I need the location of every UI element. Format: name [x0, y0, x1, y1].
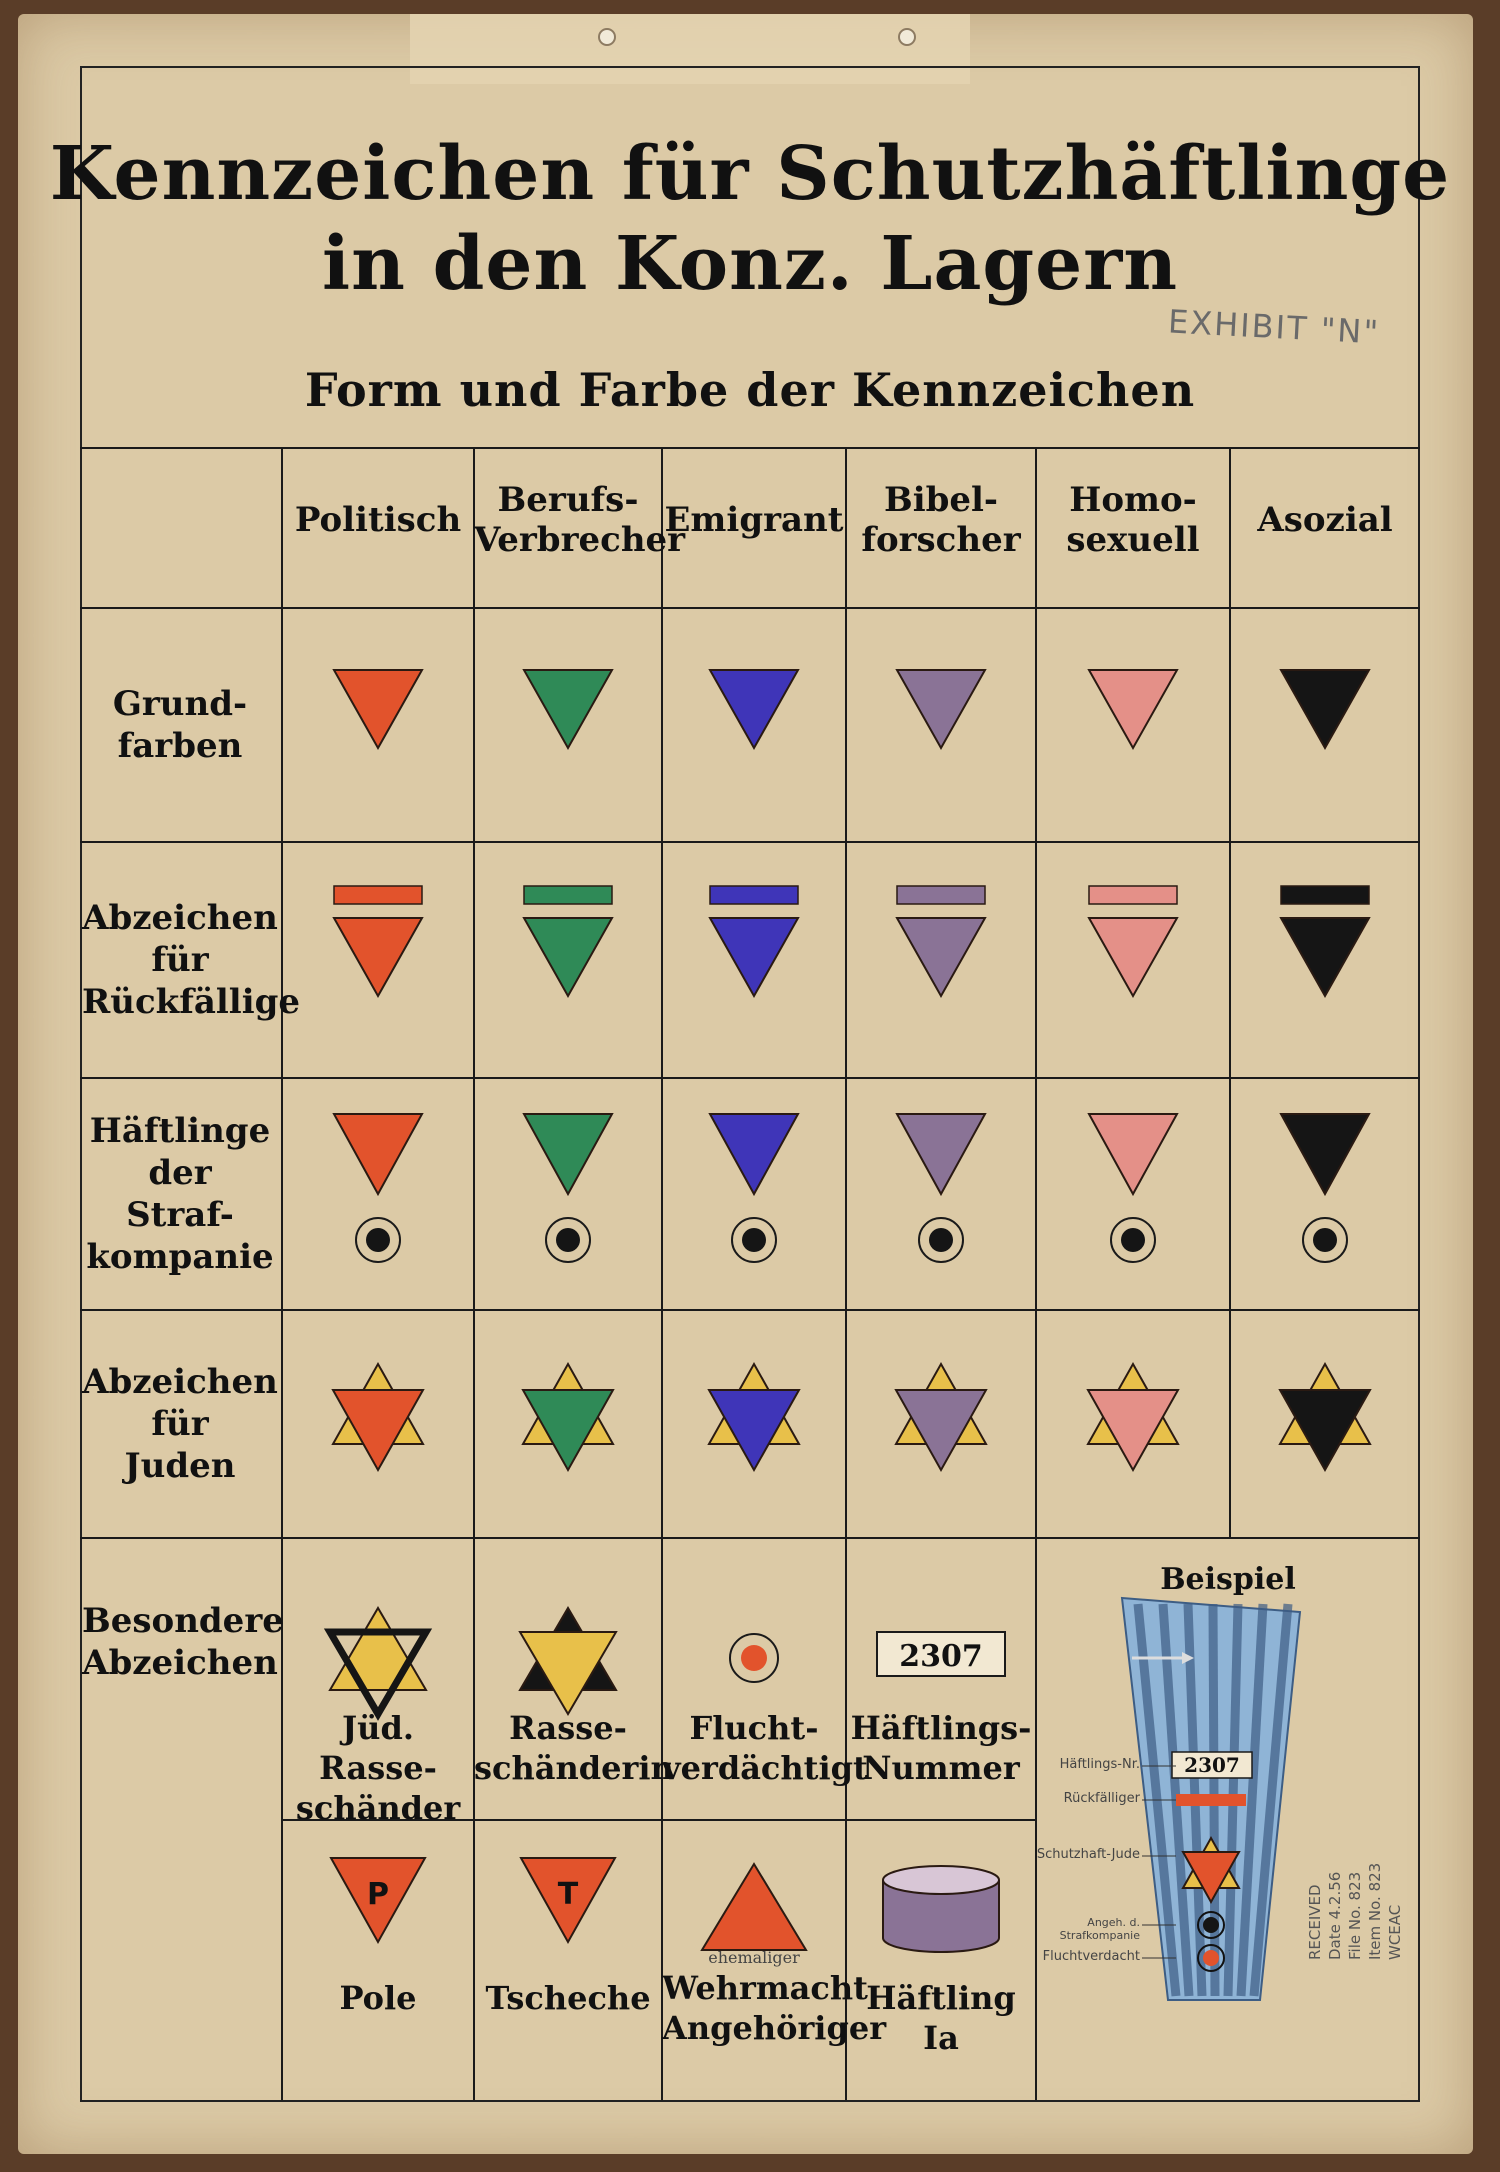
badge-triangle: [897, 1114, 985, 1194]
badge-dot: [1121, 1228, 1145, 1252]
special-caption: Pole: [339, 1979, 417, 2017]
badge-bar: [897, 886, 985, 904]
badge-bar: [1281, 886, 1369, 904]
callout-label: Angeh. d. Strafkompanie: [1059, 1916, 1140, 1942]
received-stamp-line: Date 4.2.56: [1326, 1871, 1344, 1960]
example-title: Beispiel: [1160, 1562, 1296, 1597]
badge-triangle: [1281, 670, 1369, 748]
received-stamp-line: File No. 823: [1346, 1871, 1364, 1960]
badge-triangle: [1089, 1114, 1177, 1194]
column-header: Bibel- forscher: [861, 480, 1021, 560]
callout-label: Fluchtverdacht: [1042, 1949, 1140, 1964]
badge-dot: [1313, 1228, 1337, 1252]
column-header: Berufs- Verbrecher: [474, 480, 686, 560]
badge-triangle: [710, 1114, 798, 1194]
special-caption: Wehrmacht Angehöriger: [662, 1969, 887, 2047]
column-header: Politisch: [294, 500, 462, 540]
row-label: Grund- farben: [112, 684, 248, 766]
special-caption: Häftling Ia: [866, 1979, 1016, 2057]
title-line-1: Kennzeichen für Schutzhäftlinge: [49, 131, 1451, 217]
badge-dot: [366, 1228, 390, 1252]
badge-triangle: [524, 918, 612, 996]
badge-triangle: [334, 1114, 422, 1194]
callout-label: Häftlings-Nr.: [1059, 1757, 1140, 1772]
column-header: Homo- sexuell: [1066, 480, 1200, 560]
badge-triangle: [1089, 918, 1177, 996]
column-header: Emigrant: [664, 500, 844, 540]
callout-label: Schutzhaft-Jude: [1036, 1847, 1140, 1862]
badge-number-text: 2307: [899, 1639, 983, 1674]
badge-triangle: [524, 670, 612, 748]
badge-dot: [929, 1228, 953, 1252]
example-number-text: 2307: [1184, 1753, 1240, 1777]
special-caption: Jüd. Rasse- schänder: [295, 1709, 461, 1827]
example-flight-dot: [1203, 1950, 1219, 1966]
row-label: Häftlinge der Straf- kompanie: [86, 1111, 274, 1277]
badge-triangle: [334, 918, 422, 996]
badge-triangle: [1089, 670, 1177, 748]
exhibit-mark: EXHIBIT "N": [1167, 302, 1381, 352]
badge-triangle: [897, 918, 985, 996]
badge-triangle: [710, 670, 798, 748]
column-header: Asozial: [1257, 500, 1393, 540]
row-label-special: Besondere Abzeichen: [82, 1601, 284, 1683]
yellow-up-triangle-icon: [330, 1608, 426, 1690]
upward-triangle-icon: [702, 1864, 806, 1950]
special-caption: Tscheche: [485, 1979, 651, 2017]
badge-letter-text: T: [557, 1877, 579, 1912]
badge-triangle: [1281, 918, 1369, 996]
title-line-2: in den Konz. Lagern: [321, 221, 1179, 307]
badge-bar: [1089, 886, 1177, 904]
special-caption: Häftlings- Nummer: [850, 1709, 1032, 1787]
special-pre-caption: ehemaliger: [708, 1948, 800, 1967]
badge-triangle: [334, 670, 422, 748]
badge-bar: [710, 886, 798, 904]
badge-bar: [334, 886, 422, 904]
badge-bar: [524, 886, 612, 904]
row-label: Abzeichen für Juden: [82, 1362, 278, 1486]
example-dot: [1203, 1917, 1219, 1933]
badge-dot: [556, 1228, 580, 1252]
badge-triangle: [1281, 1114, 1369, 1194]
badge-triangle: [897, 670, 985, 748]
callout-label: Rückfälliger: [1063, 1791, 1140, 1806]
badge-letter-text: P: [367, 1877, 389, 1912]
special-caption: Rasse- schänderin: [474, 1709, 674, 1787]
received-stamp-line: WCEAC: [1386, 1904, 1404, 1960]
armband-top-icon: [883, 1866, 999, 1894]
example-bar: [1176, 1794, 1246, 1806]
badge-triangle: [710, 918, 798, 996]
special-caption: Flucht- verdächtigt: [662, 1709, 868, 1787]
target-dot-icon: [741, 1645, 767, 1671]
row-label: Abzeichen für Rückfällige: [82, 898, 301, 1022]
badge-dot: [742, 1228, 766, 1252]
received-stamp-line: RECEIVED: [1306, 1884, 1324, 1960]
badge-triangle: [524, 1114, 612, 1194]
received-stamp-line: Item No. 823: [1366, 1862, 1384, 1960]
subtitle: Form und Farbe der Kennzeichen: [304, 363, 1196, 417]
